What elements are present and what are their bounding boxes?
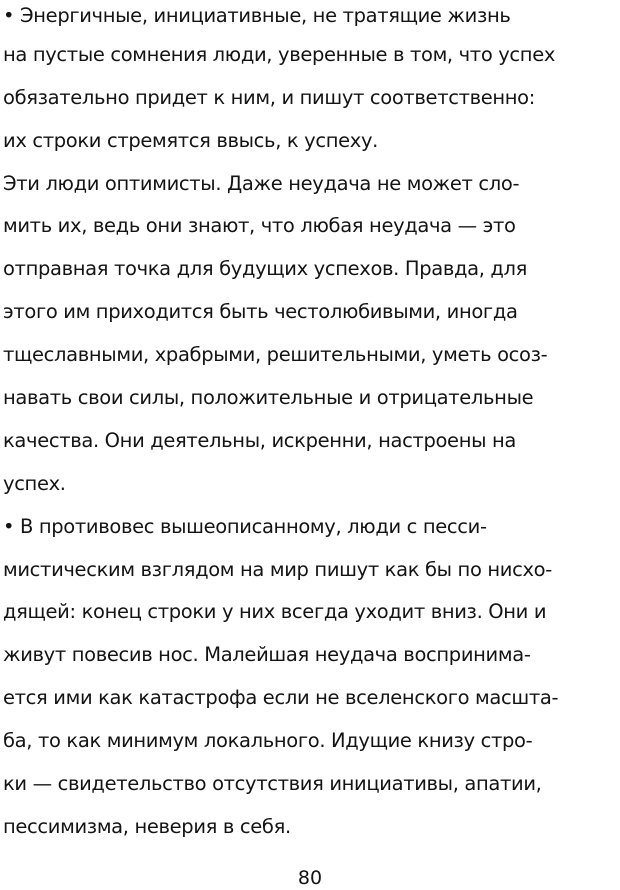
text-line: живут повесив нос. Малейшая неудача воспринима- (3, 643, 531, 666)
text-line: тщеславными, храбрыми, решительными, уметь осоз- (3, 343, 548, 366)
text-line: мистическим взглядом на мир пишут как бы по нисхо- (3, 558, 552, 581)
text-line: этого им приходится быть честолюбивыми, иногда (3, 300, 518, 323)
text-line: ки — свидетельство отсутствия инициативы, апатии, (3, 772, 542, 795)
text-line: ется ими как катастрофа если не вселенского масшта- (3, 686, 559, 709)
text-line: обязательно придет к ним, и пишут соответственно: (3, 86, 535, 109)
text-line: их строки стремятся ввысь, к успеху. (3, 129, 379, 152)
text-line: на пустые сомнения люди, уверенные в том, что успех (3, 43, 556, 66)
text-line: Эти люди оптимисты. Даже неудача не может сло- (3, 172, 520, 195)
text-line: ба, то как минимум локального. Идущие книзу стро- (3, 729, 533, 752)
text-line: успех. (3, 472, 66, 495)
text-line: качества. Они деятельны, искренни, настроены на (3, 429, 516, 452)
text-line: мить их, ведь они знают, что любая неудача — это (3, 214, 516, 237)
text-line: • Энергичные, инициативные, не тратящие жизнь (3, 4, 511, 27)
page-number: 80 (297, 867, 323, 889)
text-line: пессимизма, неверия в себя. (3, 815, 291, 838)
text-line: навать свои силы, положительные и отрицательные (3, 386, 534, 409)
text-line: • В противовес вышеописанному, люди с песси- (3, 515, 487, 538)
text-line: дящей: конец строки у них всегда уходит вниз. Они и (3, 600, 547, 623)
text-line: отправная точка для будущих успехов. Правда, для (3, 257, 528, 280)
